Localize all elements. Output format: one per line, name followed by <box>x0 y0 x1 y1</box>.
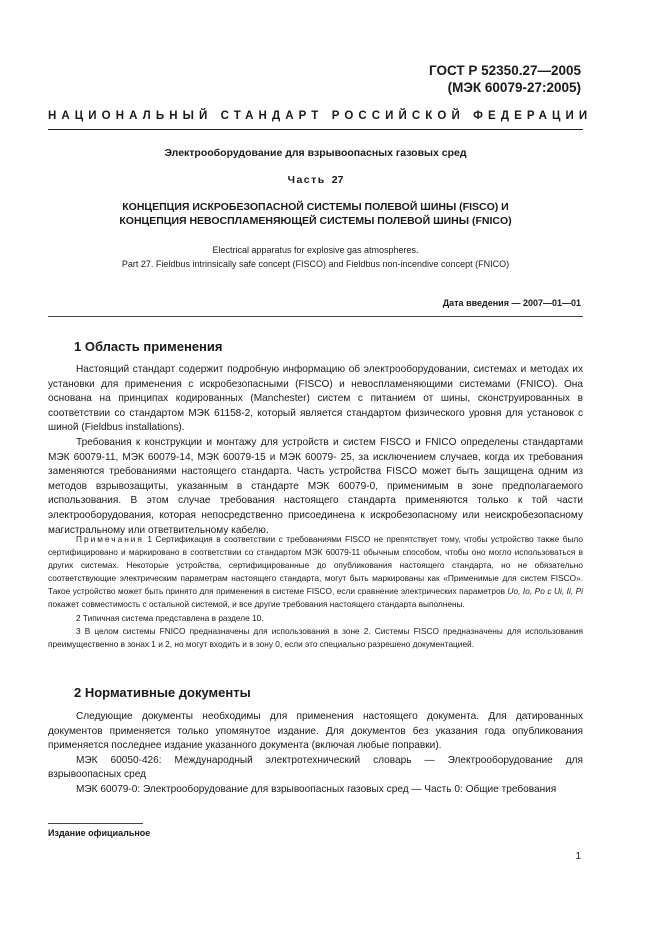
part-word: Часть <box>287 174 326 186</box>
footer-divider <box>48 823 143 824</box>
note-1-parameters: Uo, Io, Po с Ui, Ii, Pi <box>507 586 583 597</box>
section-2-paragraph-1: Следующие документы необходимы для применения настоящего документа. Для датированных документов применяется только упомянутое издание. Для документов без указания года опубликования применяется последнее издание указанного документа (включая любые поправки). <box>48 711 583 752</box>
series-title: Электрооборудование для взрывоопасных газовых сред <box>164 147 467 159</box>
national-standard-banner: НАЦИОНАЛЬНЫЙ СТАНДАРТ РОССИЙСКОЙ ФЕДЕРАЦИИ <box>48 110 593 122</box>
standard-code-block <box>429 62 581 96</box>
iec-code: (МЭК 60079-27:2005) <box>447 80 581 95</box>
edition-label: Издание официальное <box>48 828 151 838</box>
page-number: 1 <box>575 851 581 862</box>
document-title <box>60 200 571 228</box>
note-1-text-b: покажет совместимость с остальной системой, и все другие требования настоящего стандарта выполнены. <box>48 599 465 610</box>
note-3: 3 В целом системы FNICO предназначены для использования в зоне 2. Системы FISCO предназначены для использования преимущественно в зонах 1 и 2, но могут входить и в зону 0, если это специально разрешено документацией. <box>48 625 583 649</box>
note-1-text-a: 1 Сертификация в соответствии с требованиями FISCO не препятствует тому, чтобы устройство также было сертифицировано и маркировано в соответствии со стандартом МЭК 60079-11 обычным способом, чтобы оно могло использоваться в других системах. Некоторые устройства, сертифицированные до опубликования настоящего стандарта, но не обязательно соответствующие электрическим параметрам настоящего стандарта, могут быть маркированы как «Применимые для систем FISCO». Такое устройство может быть принято для применения в системе FISCO, если сравнение электрических параметров <box>48 534 583 597</box>
introduction-date: Дата введения — 2007—01—01 <box>442 298 581 308</box>
notes-label: Примечания <box>76 534 144 544</box>
section-1-paragraph-2: Требования к конструкции и монтажу для устройств и систем FISCO и FNICO определены стандартами МЭК 60079-11, МЭК 60079-14, МЭК 60079-15 и МЭК 60079- 25, за исключением случаев, когда их требования заменяются требованиями настоящего стандарта. Часть устройства FISCO может быть защищена одним из методов взрывозащиты, указанным в стандарте МЭК 60079-0, применимым в зоне предполагаемого использования. В этом случае требования настоящего стандарта применяются только к той части электрооборудования, которая непосредственно присоединена к искробезопасному или неискробезопасному магистральному или ответвительному кабелю. <box>48 436 583 536</box>
part-number: 27 <box>331 174 344 186</box>
part-label <box>60 174 571 186</box>
english-title <box>60 243 571 271</box>
normative-ref-1: МЭК 60050-426: Международный электротехнический словарь — Электрооборудование для взрывоопасных сред <box>48 754 583 781</box>
section-1-heading: 1 Область применения <box>74 339 223 354</box>
note-1 <box>48 533 583 612</box>
document-title-line-2: КОНЦЕПЦИЯ НЕВОСПЛАМЕНЯЮЩЕЙ СИСТЕМЫ ПОЛЕВОЙ ШИНЫ (FNICO) <box>119 215 512 227</box>
section-2-heading: 2 Нормативные документы <box>74 685 251 700</box>
header-divider <box>48 129 583 130</box>
standard-code: ГОСТ Р 52350.27—2005 <box>429 63 581 78</box>
section-1-notes <box>48 533 583 651</box>
title-divider <box>48 316 583 317</box>
section-2-body <box>48 710 583 798</box>
document-title-line-1: КОНЦЕПЦИЯ ИСКРОБЕЗОПАСНОЙ СИСТЕМЫ ПОЛЕВОЙ ШИНЫ (FISCO) И <box>122 201 509 213</box>
english-title-line-1: Electrical apparatus for explosive gas atmospheres. <box>212 245 419 255</box>
english-title-line-2: Part 27. Fieldbus intrinsically safe concept (FISCO) and Fieldbus non-incendive concept (FNICO) <box>121 259 510 269</box>
section-1-body <box>48 363 583 538</box>
section-1-paragraph-1: Настоящий стандарт содержит подробную информацию об электрооборудовании, системах и методах их установки для применения с искробезопасными (FISCO) и невоспламеняющими системами (FNICO). Она основана на принципах кодированных (Manchester) систем с питанием от шины, сконструированных в соответствии со стандартом МЭК 61158-2, который является стандартом физического уровня для установок с шиной (Fieldbus installations). <box>48 364 583 434</box>
note-2: 2 Типичная система представлена в разделе 10. <box>76 612 264 623</box>
normative-ref-2: МЭК 60079-0: Электрооборудование для взрывоопасных газовых сред — Часть 0: Общие требования <box>76 783 557 795</box>
